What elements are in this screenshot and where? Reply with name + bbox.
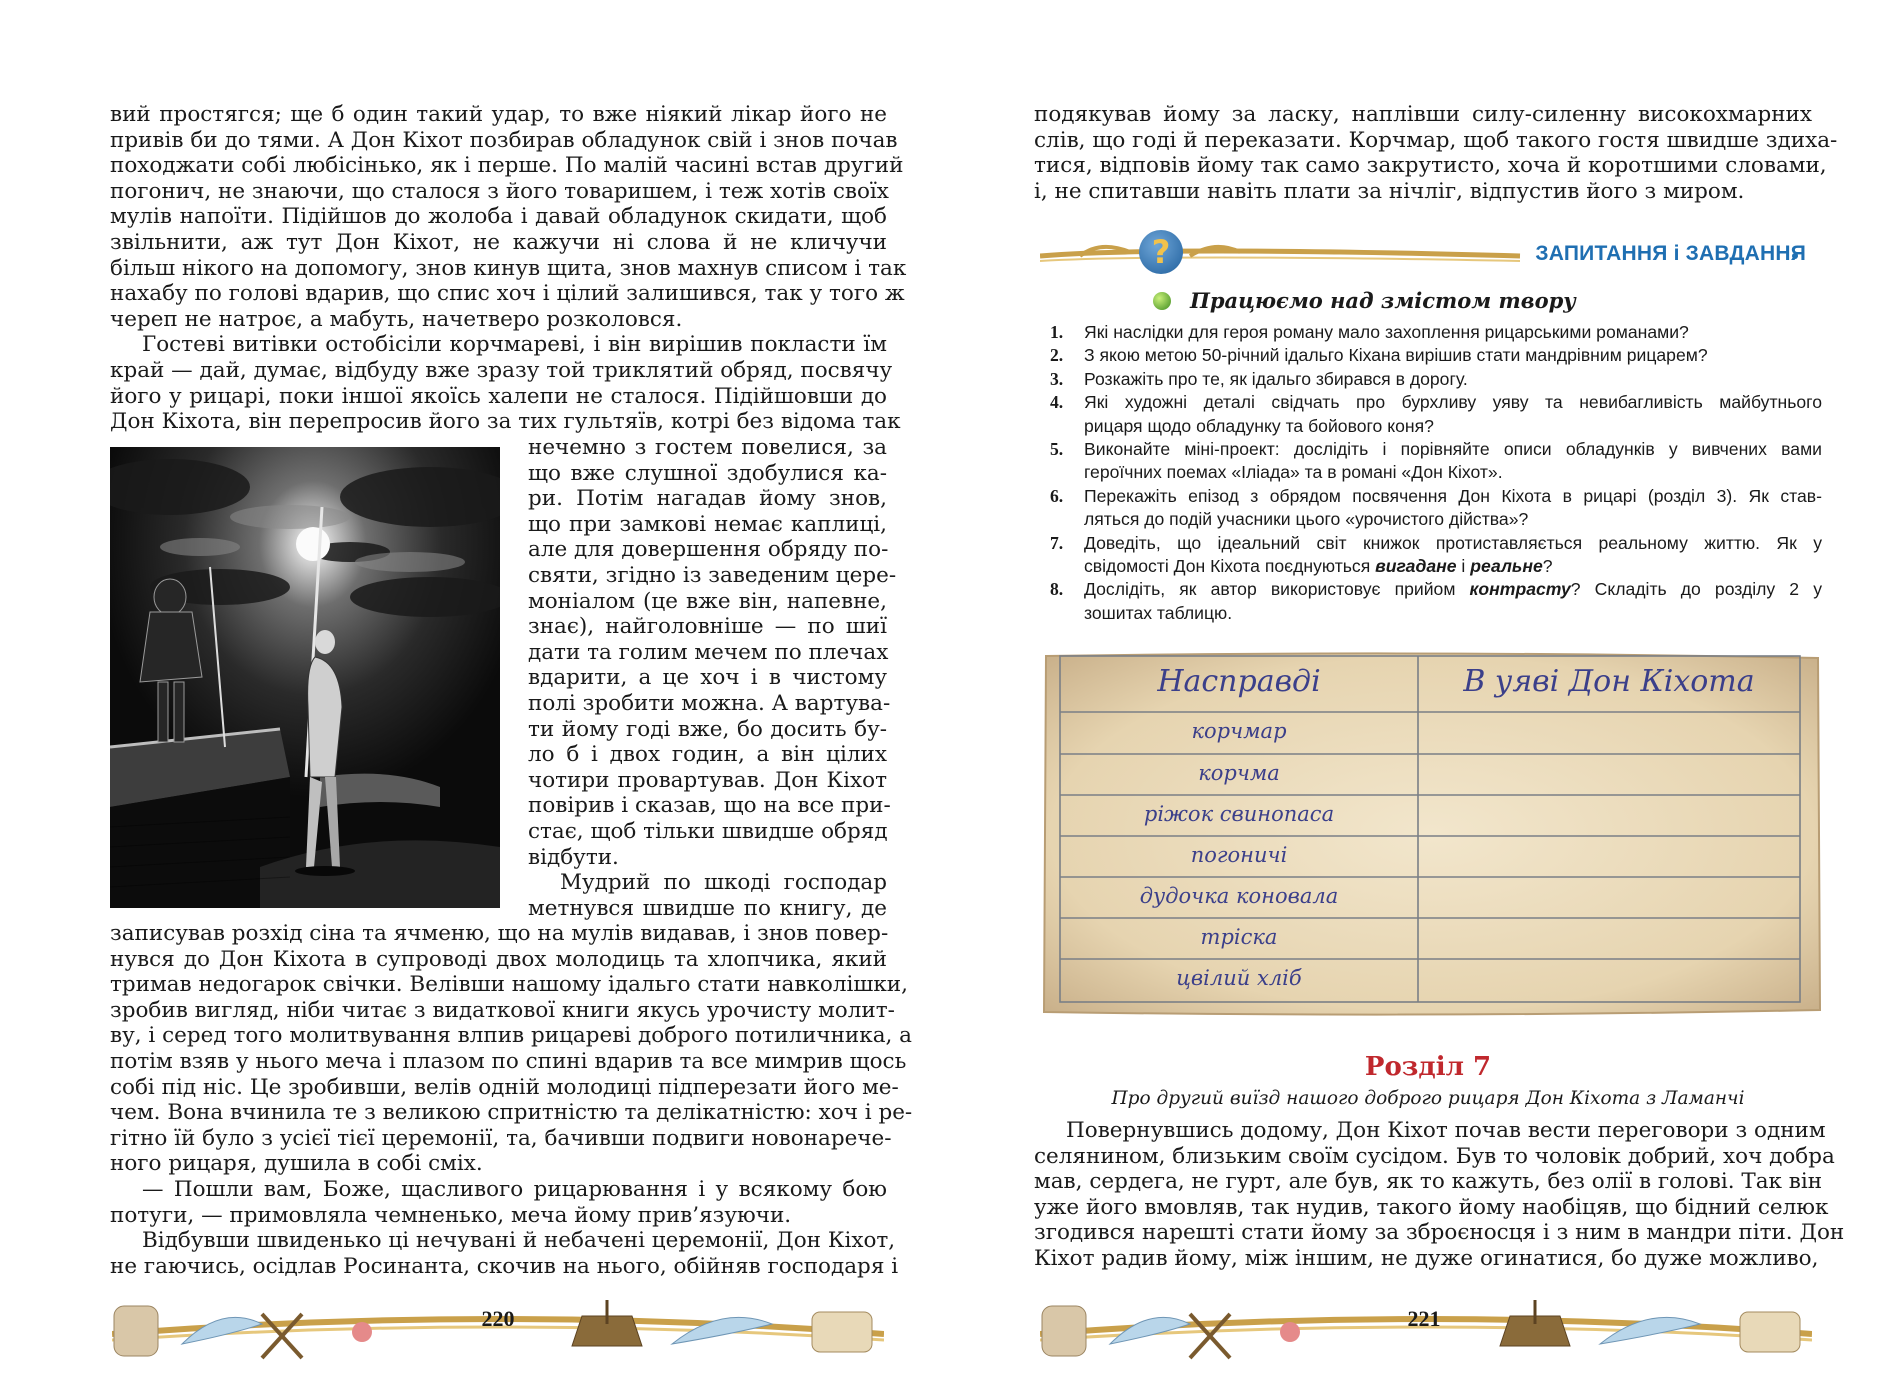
text-line: — Пошли вам, Боже, щасливого рицарювання і у всякому бою bbox=[142, 1176, 887, 1202]
text-line: ри. Потім нагадав йому знов, bbox=[528, 486, 887, 512]
text-line: стає, щоб тільки швидше обряд bbox=[528, 818, 888, 844]
question-text: Які художні деталі свідчать про бурхливу уяву та невибагливість майбутнього bbox=[1084, 392, 1822, 413]
question-number: 6. bbox=[1050, 485, 1064, 506]
question-item bbox=[1050, 578, 1822, 625]
text-line: нувся до Дон Кіхота в супроводі двох молодиць та хлопчика, який bbox=[110, 946, 887, 972]
question-text: З якою метою 50-річний ідальго Кіхана вирішив стати мандрівним рицарем? bbox=[1084, 345, 1708, 366]
text-line: селянином, близьким своїм сусідом. Був то чоловік добрий, хоч добра bbox=[1034, 1143, 1835, 1169]
text-line: і, не спитавши навіть плати за нічліг, відпустив його з миром. bbox=[1034, 178, 1745, 204]
table-header: Насправді bbox=[1157, 664, 1321, 699]
page-number: 220 bbox=[481, 1306, 515, 1331]
text-line: ву, і серед того молитвування влпив рицареві доброго потиличника, а bbox=[110, 1023, 912, 1049]
question-text: Виконайте міні-проект: дослідіть і порівняйте описи обладунків у вивчених вами bbox=[1084, 439, 1822, 460]
text-line: Дон Кіхота, він перепросив його за тих гультяїв, котрі без відома так bbox=[110, 409, 901, 435]
text-line: що вже слушної здобулися ка- bbox=[528, 460, 887, 486]
table-cell: тріска bbox=[1200, 925, 1278, 949]
text-line: подякував йому за ласку, наплівши силу-силенну високохмарних bbox=[1034, 102, 1812, 127]
question-item bbox=[1050, 344, 1822, 367]
question-number: 3. bbox=[1050, 368, 1064, 389]
text-line: звільнити, аж тут Дон Кіхот, не кажучи ні слова й не кличучи bbox=[110, 229, 887, 255]
text-line: уже його вмовляв, так нудив, такого йому наобіцяв, що бідний селюк bbox=[1034, 1194, 1829, 1220]
question-text: Дослідіть, як автор використовує прийом контрасту? Складіть до розділу 2 у bbox=[1084, 579, 1822, 600]
chapter-title: Розділ 7 bbox=[1364, 1052, 1492, 1082]
question-number: 1. bbox=[1050, 322, 1064, 342]
text-line: його у рицарі, поки іншої якоїсь халепи не сталося. Підійшовши до bbox=[110, 383, 887, 409]
text-line: ло б і двох годин, а він цілих bbox=[528, 742, 887, 768]
text-line: собі під ніс. Це зробивши, велів одній молодиці підперезати його ме- bbox=[110, 1074, 899, 1100]
text-line: слів, що годі й переказати. Корчмар, щоб такого гостя швидше здиха- bbox=[1034, 127, 1838, 153]
section-subtitle: Працюємо над змістом твору bbox=[1190, 288, 1576, 313]
text-line: Гостеві витівки остобісіли корчмареві, і він вирішив покласти їм bbox=[142, 332, 887, 358]
text-line: тримав недогарок свічки. Велівши нашому ідальго стати навколішки, bbox=[110, 972, 908, 998]
bullet-icon bbox=[1153, 292, 1171, 310]
left-text-top bbox=[110, 102, 907, 435]
text-line: нахабу по голові вдарив, що спис хоч і цілий залишився, так у того ж bbox=[110, 281, 905, 307]
text-line: не гаючись, осідлав Росинанта, скочив на нього, обійняв господаря і bbox=[110, 1253, 899, 1279]
table-cell: дудочка коновала bbox=[1139, 884, 1339, 908]
text-line: край — дай, думає, відбуду вже зразу той триклятий обряд, посвячу bbox=[110, 357, 893, 383]
text-line: потуги, — примовляла чемненько, меча йому прив’язуючи. bbox=[110, 1202, 792, 1228]
page-number: 221 bbox=[1407, 1306, 1441, 1331]
question-text: ляться до подій учасники цього «урочистого дійства»? bbox=[1084, 509, 1529, 530]
text-line: чотири провартував. Дон Кіхот bbox=[528, 767, 887, 793]
text-line: моніалом (це вже він, напевне, bbox=[528, 588, 887, 614]
text-line: святи, згідно із заведеним цере- bbox=[528, 562, 897, 588]
text-line: Кіхот радив йому, між іншим, не дуже огинатися, бо дуже можливо, bbox=[1034, 1245, 1819, 1271]
left-text-bottom bbox=[110, 921, 913, 1279]
text-line: дати та голим мечем по плечах bbox=[528, 639, 889, 665]
question-item bbox=[1050, 368, 1822, 391]
text-line: ти йому годі вже, бо досить бу- bbox=[528, 716, 887, 742]
text-line: Відбувши швиденько ці нечувані й небачені церемонії, Дон Кіхот, bbox=[142, 1228, 896, 1254]
table-cell: погоничі bbox=[1190, 843, 1288, 867]
text-line: зробив вигляд, ніби читає з видаткової книги якусь урочисту молит- bbox=[110, 997, 895, 1023]
text-line: Мудрий по шкоді господар bbox=[560, 870, 887, 896]
section-title: ЗАПИТАННЯ і ЗАВДАННЯ bbox=[1535, 242, 1806, 265]
questions-list bbox=[1050, 321, 1822, 625]
question-item bbox=[1050, 485, 1822, 532]
question-number: 4. bbox=[1050, 392, 1064, 413]
don-quixote-engraving bbox=[110, 447, 500, 908]
text-line: мав, сердега, не гурт, але був, як то кажуть, без олії в голові. Так він bbox=[1034, 1169, 1823, 1195]
question-number: 2. bbox=[1050, 345, 1064, 366]
question-text: свідомості Дон Кіхота поєднуються вигадане і реальне? bbox=[1084, 556, 1553, 577]
question-text: зошитах таблицю. bbox=[1084, 602, 1233, 623]
text-line: що при замкові немає каплиці, bbox=[528, 511, 887, 537]
question-text: героїчних поемах «Іліада» та в романі «Дон Кіхот». bbox=[1084, 462, 1503, 483]
question-text: рицаря щодо обладунку та бойового коня? bbox=[1084, 415, 1434, 436]
text-line: метнувся швидше по книгу, де bbox=[528, 895, 887, 921]
text-line: але для довершення обряду по- bbox=[528, 537, 889, 563]
text-line: нечемно з гостем повелися, за bbox=[528, 435, 887, 460]
left-text-side bbox=[528, 435, 897, 921]
chapter-subtitle: Про другий виїзд нашого доброго рицаря Дон Кіхота з Ламанчі bbox=[1111, 1088, 1745, 1109]
question-text: Доведіть, що ідеальний світ книжок протиставляється реальному життю. Як у bbox=[1084, 532, 1822, 553]
question-item bbox=[1050, 438, 1822, 485]
text-line: привів би до тями. А Дон Кіхот позбирав обладунок свій і знов почав bbox=[110, 127, 898, 153]
question-item bbox=[1050, 391, 1822, 438]
question-number: 5. bbox=[1050, 439, 1064, 460]
right-text-top bbox=[1034, 102, 1838, 204]
question-text: Які наслідки для героя роману мало захоплення рицарськими романами? bbox=[1084, 322, 1689, 342]
text-line: походжати собі любісінько, як і перше. По малій часині встав другий bbox=[110, 153, 904, 179]
question-mark-icon: ? bbox=[1139, 230, 1183, 274]
text-line: Повернувшись додому, Дон Кіхот почав вести переговори з одним bbox=[1066, 1118, 1826, 1143]
text-line: череп не натроє, а мабуть, начетверо розколовся. bbox=[110, 306, 683, 332]
text-line: повірив і сказав, що на все при- bbox=[528, 793, 891, 819]
question-text: Розкажіть про те, як ідальго збирався в дорогу. bbox=[1084, 368, 1468, 389]
question-item bbox=[1050, 532, 1822, 579]
questions-header bbox=[1040, 226, 1820, 282]
text-line: полі зробити можна. А вартува- bbox=[528, 690, 891, 716]
text-line: вдарити, а це хоч і в чистому bbox=[528, 665, 887, 691]
text-line: записував розхід сіна та ячменю, що на мулів видавав, і знов повер- bbox=[110, 921, 889, 946]
question-text: Перекажіть епізод з обрядом посвячення Дон Кіхота в рицарі (розділ 3). Як став- bbox=[1084, 485, 1822, 506]
text-line: згодився нарешті стати йому за зброєносця і з ним в мандри піти. Дон bbox=[1034, 1220, 1845, 1246]
question-number: 8. bbox=[1050, 579, 1064, 600]
question-number: 7. bbox=[1050, 532, 1064, 553]
text-line: знає), найголовніше — по шиї bbox=[528, 614, 887, 640]
text-line: погонич, не знаючи, що сталося з його товаришем, і теж хотів своїх bbox=[110, 178, 889, 204]
text-line: потім взяв у нього меча і плазом по спині вдарив та все мимрив щось bbox=[110, 1048, 907, 1074]
question-item bbox=[1050, 321, 1822, 344]
table-cell: корчмар bbox=[1191, 719, 1287, 743]
text-line: мулів напоїти. Підійшов до жолоба і давай обладунок скидати, щоб bbox=[110, 204, 887, 230]
text-line: чем. Вона вчинила те з великою спритністю та делікатністю: хоч і ре- bbox=[110, 1100, 913, 1126]
table-header: В уяві Дон Кіхота bbox=[1463, 664, 1755, 699]
right-text-bottom bbox=[1034, 1118, 1845, 1272]
text-line: більш нікого на допомогу, знов кинув щита, знов махнув списом і так bbox=[110, 255, 907, 281]
text-line: вий простягся; ще б один такий удар, то вже ніякий лікар його не bbox=[110, 102, 887, 127]
text-line: гітно їй було з усієї тієї церемонії, та, бачивши подвиги новонарече- bbox=[110, 1125, 892, 1151]
text-line: відбути. bbox=[528, 844, 619, 870]
table-cell: корчма bbox=[1198, 761, 1280, 785]
text-line: ного рицаря, душила в собі сміх. bbox=[110, 1151, 483, 1177]
text-line: тися, відповів йому так само закрутисто, хоча й коротшими словами, bbox=[1034, 153, 1827, 179]
table-cell: цвілий хліб bbox=[1176, 966, 1302, 990]
comparison-table bbox=[1040, 650, 1824, 1018]
table-cell: ріжок свинопаса bbox=[1143, 802, 1335, 826]
